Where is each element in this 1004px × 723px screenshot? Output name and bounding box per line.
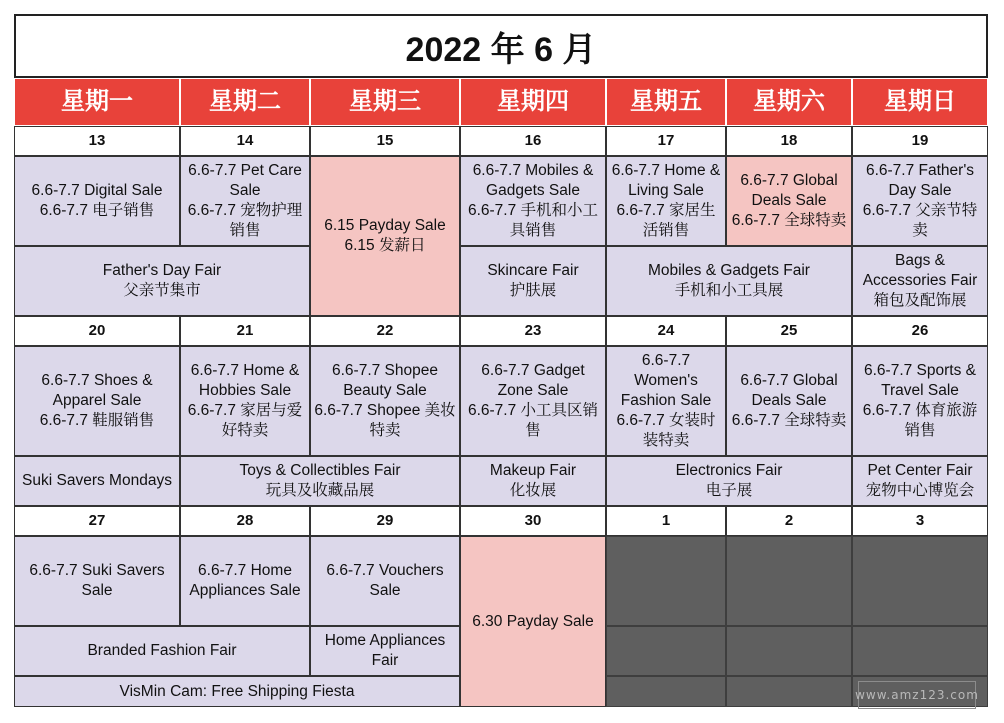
weekday-tue: 星期二: [180, 78, 310, 126]
sale-event: 6.6-7.7 Pet Care Sale 6.6-7.7 宠物护理销售: [180, 156, 310, 246]
fair-event: Pet Center Fair 宠物中心博览会: [852, 456, 988, 506]
fair-event: Bags & Accessories Fair 箱包及配饰展: [852, 246, 988, 316]
sale-event: 6.6-7.7 Vouchers Sale: [310, 536, 460, 626]
fair-event: Father's Day Fair 父亲节集市: [14, 246, 310, 316]
sale-event: 6.6-7.7 Home Appliances Sale: [180, 536, 310, 626]
empty-cell: [726, 676, 852, 707]
date-cell: 3: [852, 506, 988, 536]
empty-cell: [852, 626, 988, 676]
calendar-sheet: [14, 14, 988, 707]
sale-event: 6.6-7.7 Father's Day Sale 6.6-7.7 父亲节特卖: [852, 156, 988, 246]
sale-event: 6.6-7.7 Global Deals Sale 6.6-7.7 全球特卖: [726, 156, 852, 246]
sale-event: 6.6-7.7 Sports & Travel Sale 6.6-7.7 体育旅游销售: [852, 346, 988, 456]
date-cell: 19: [852, 126, 988, 156]
weekday-wed: 星期三: [310, 78, 460, 126]
date-cell: 28: [180, 506, 310, 536]
date-cell: 23: [460, 316, 606, 346]
date-cell: 25: [726, 316, 852, 346]
payday-event: 6.15 Payday Sale 6.15 发薪日: [310, 156, 460, 316]
date-cell: 18: [726, 126, 852, 156]
sale-event: 6.6-7.7 Home & Living Sale 6.6-7.7 家居生活销售: [606, 156, 726, 246]
watermark: www.amz123.com: [858, 681, 976, 709]
date-cell: 15: [310, 126, 460, 156]
empty-cell: [852, 536, 988, 626]
fair-event: Skincare Fair 护肤展: [460, 246, 606, 316]
date-cell: 17: [606, 126, 726, 156]
fair-event: Branded Fashion Fair: [14, 626, 310, 676]
date-cell: 14: [180, 126, 310, 156]
date-cell: 22: [310, 316, 460, 346]
date-cell: 1: [606, 506, 726, 536]
date-cell: 20: [14, 316, 180, 346]
fair-event: Electronics Fair 电子展: [606, 456, 852, 506]
calendar-title: 2022 年 6 月: [14, 14, 988, 78]
sale-event: 6.6-7.7 Suki Savers Sale: [14, 536, 180, 626]
date-cell: 21: [180, 316, 310, 346]
fair-event: Mobiles & Gadgets Fair 手机和小工具展: [606, 246, 852, 316]
sale-event: 6.6-7.7 Global Deals Sale 6.6-7.7 全球特卖: [726, 346, 852, 456]
weekday-thu: 星期四: [460, 78, 606, 126]
weekday-sat: 星期六: [726, 78, 852, 126]
empty-cell: [606, 626, 726, 676]
empty-cell: [606, 676, 726, 707]
date-cell: 24: [606, 316, 726, 346]
fair-event: Makeup Fair 化妆展: [460, 456, 606, 506]
sale-event: 6.6-7.7 Digital Sale 6.6-7.7 电子销售: [14, 156, 180, 246]
date-cell: 2: [726, 506, 852, 536]
fair-event: VisMin Cam: Free Shipping Fiesta: [14, 676, 460, 707]
sale-event: 6.6-7.7 Shopee Beauty Sale 6.6-7.7 Shopee 美妆特卖: [310, 346, 460, 456]
sale-event: 6.6-7.7 Shoes & Apparel Sale 6.6-7.7 鞋服销售: [14, 346, 180, 456]
fair-event: Toys & Collectibles Fair 玩具及收藏品展: [180, 456, 460, 506]
weekday-mon: 星期一: [14, 78, 180, 126]
payday-event: 6.30 Payday Sale: [460, 536, 606, 707]
sale-event: 6.6-7.7 Home & Hobbies Sale 6.6-7.7 家居与爱好特卖: [180, 346, 310, 456]
empty-cell: [726, 536, 852, 626]
sale-event: 6.6-7.7 Women's Fashion Sale 6.6-7.7 女装时装特卖: [606, 346, 726, 456]
empty-cell: [606, 536, 726, 626]
fair-event: Suki Savers Mondays: [14, 456, 180, 506]
sale-event: 6.6-7.7 Mobiles & Gadgets Sale 6.6-7.7 手机和小工具销售: [460, 156, 606, 246]
weekday-fri: 星期五: [606, 78, 726, 126]
date-cell: 13: [14, 126, 180, 156]
date-cell: 27: [14, 506, 180, 536]
date-cell: 26: [852, 316, 988, 346]
date-cell: 29: [310, 506, 460, 536]
date-cell: 30: [460, 506, 606, 536]
fair-event: Home Appliances Fair: [310, 626, 460, 676]
empty-cell: [726, 626, 852, 676]
sale-event: 6.6-7.7 Gadget Zone Sale 6.6-7.7 小工具区销售: [460, 346, 606, 456]
weekday-sun: 星期日: [852, 78, 988, 126]
date-cell: 16: [460, 126, 606, 156]
